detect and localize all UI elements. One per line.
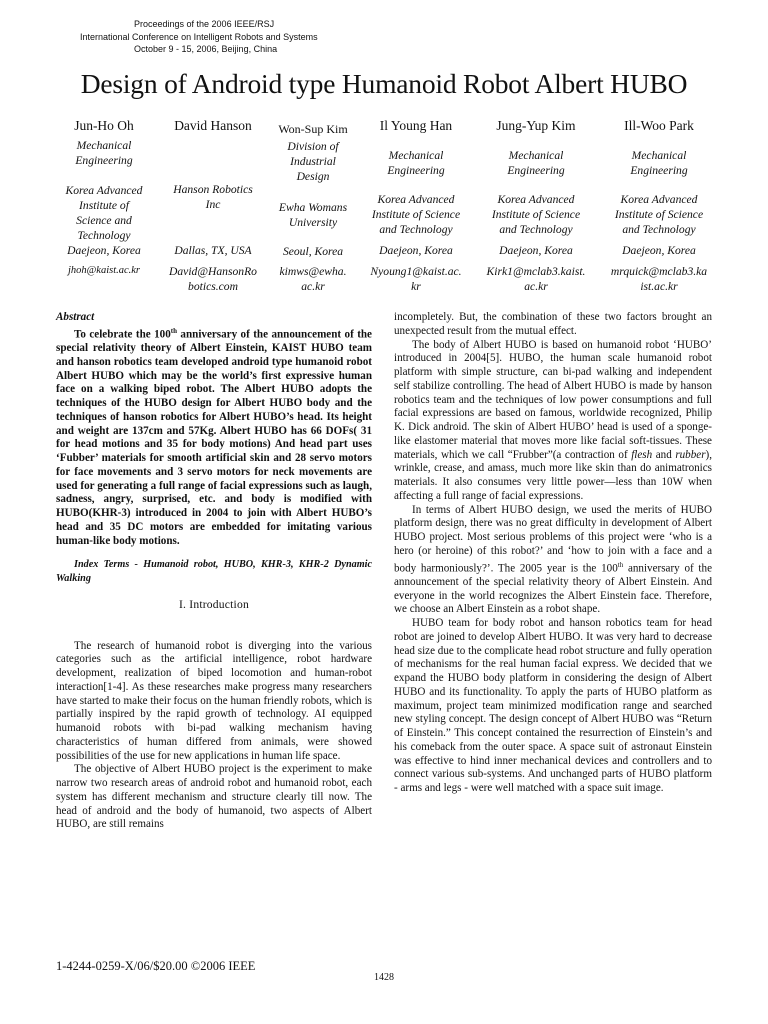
paragraph-text: In terms of Albert HUBO design, we used the merits of HUBO platform design, there was no great difficulty in development of Albert HUBO project. Most serious problems of this project were ‘who is a hero (or heroine) of this robot?’ and ‘how to join with a face and a body harmoniously?’. The 2005 year is the 100 bbox=[394, 503, 712, 575]
author-city: Daejeon, Korea bbox=[499, 244, 573, 257]
index-terms bbox=[56, 558, 372, 586]
abstract-heading bbox=[56, 311, 372, 325]
author-city: Daejeon, Korea bbox=[622, 244, 696, 257]
paragraph-emphasis: flesh bbox=[631, 448, 653, 461]
abstract-text: anniversary of the announcement of the special relativity theory of Albert Einstein, KAIST HUBO team and hanson robotics team developed android type humanoid robot Albert HUBO which may be the world’s first expressive human face on a walking biped robot. The Albert HUBO adopts the techniques of the HUBO design for Albert HUBO body and the techniques of hanson robotics for Albert HUBO’s head. Its height and weight are 137cm and 57Kg. Albert HUBO has 66 DOFs( 31 for head motions and 35 for body motions) And head part uses ‘Fubber’ materials for smooth artificial skin and 28 servo motors for face movements and 3 servo motors for neck movements are used for generating a full range of facial expressions such as laugh, sadness, angry, surprised, etc. and body is modified with HUBO(KHR-3) introduced in 2004 to join with Albert HUBO’s head and 35 DC motors are embedded for imitating various human-like body motions. bbox=[56, 328, 372, 547]
abstract-text: To celebrate the 100 bbox=[74, 328, 171, 341]
author-email: kr bbox=[411, 280, 421, 293]
paragraph-text: ), wrinkle, crease, and amass, much more like skin than do animatronics materials. It also consumes very little power—less than 10W when affecting a full range of facial expressions. bbox=[394, 448, 712, 502]
author-name: Won-Sup Kim bbox=[278, 122, 348, 136]
author-institution: Institute of Science bbox=[371, 208, 461, 221]
copyright-footer: 1-4244-0259-X/06/$20.00 ©2006 IEEE bbox=[56, 959, 256, 973]
author-city: Daejeon, Korea bbox=[379, 244, 453, 257]
author-dept: Division of bbox=[287, 140, 339, 153]
author-block bbox=[157, 118, 269, 298]
paragraph-text: anniversary of the announcement of the special relativity theory of Albert Einstein. And everyone in the world recognizes the Albert Einstein face. Therefore, we choose an Albert Einstein as a robot shape. bbox=[394, 562, 712, 616]
author-name: Jung-Yup Kim bbox=[496, 118, 576, 133]
abstract-heading-text: Abstract bbox=[56, 311, 95, 323]
paragraph-emphasis: rubber bbox=[675, 448, 706, 461]
author-dept: Mechanical bbox=[508, 149, 564, 162]
paragraph: HUBO team for body robot and hanson robotics team for head robot are joined to develop Albert HUBO. It was very hard to decrease head size due to the complicate head robot structure and fully operation of mechanisms for the real human facial express. We decided that we expand the HUBO body platform in considering the design of Albert HUBO and its functionality. To apply the parts of HUBO platform as maximum, project team minimized modification range and searched new styling concept. The design concept of Albert HUBO was “Return of Einstein.” This concept contained the resurrection of Einstein’s and his comeback from the outer space. A space suit of astronaut Einstein was effective to hind inner mechanical devices and controllers and to connect various sub-systems. And unchanged parts of HUBO platform - arms and legs - were well matched with a space suit image. bbox=[394, 617, 712, 795]
author-email: kimws@ewha. bbox=[279, 265, 347, 278]
author-name: Jun-Ho Oh bbox=[74, 118, 134, 133]
paragraph-text: The body of Albert HUBO is based on humanoid robot ‘HUBO’ introduced in 2004[5]. HUBO, the human scale humanoid robot platform with simple structure, can bi-pad walking and independent self stabilize controlling. The head of Albert HUBO is made by hanson robotics team and the techniques of low power consumptions and full facial expressions are based on famous, worldwide recognized, Philip K. Dick android. The skin of Albert HUBO’ head is used of a sponge-like elastomer material that moves more like facial soft-tissues. These materials, which we call “Frubber”(a contraction of bbox=[394, 338, 712, 461]
author-dept: Mechanical bbox=[76, 139, 132, 152]
proceedings-line-3: October 9 - 15, 2006, Beijing, China bbox=[134, 44, 278, 54]
paper-title: Design of Android type Humanoid Robot Albert HUBO bbox=[80, 68, 688, 99]
proceedings-line-1: Proceedings of the 2006 IEEE/RSJ bbox=[134, 19, 275, 29]
author-email: Kirk1@mclab3.kaist. bbox=[486, 265, 586, 278]
author-block bbox=[360, 118, 472, 298]
author-email: Nyoung1@kaist.ac. bbox=[370, 265, 462, 278]
author-institution: Hanson Robotics bbox=[173, 183, 253, 196]
author-block bbox=[56, 118, 152, 288]
author-institution: Institute of Science bbox=[491, 208, 581, 221]
section-heading: I. Introduction bbox=[179, 597, 249, 611]
author-institution: University bbox=[288, 216, 338, 229]
author-dept: Engineering bbox=[387, 164, 445, 177]
author-dept: Engineering bbox=[75, 154, 133, 167]
right-column bbox=[394, 311, 712, 796]
author-institution: Science and bbox=[76, 214, 132, 227]
author-institution: and Technology bbox=[499, 223, 573, 236]
author-institution: Technology bbox=[77, 229, 131, 242]
author-institution: and Technology bbox=[622, 223, 696, 236]
paragraph: incompletely. But, the combination of these two factors brought an unexpected result from the mutual effect. bbox=[394, 311, 712, 337]
author-institution: Institute of bbox=[79, 199, 129, 212]
author-city: Dallas, TX, USA bbox=[174, 244, 252, 257]
author-dept: Design bbox=[296, 170, 330, 183]
paragraph-text: and bbox=[652, 448, 676, 461]
abstract-body bbox=[56, 325, 372, 549]
author-block bbox=[480, 118, 592, 298]
author-institution: Ewha Womans bbox=[278, 201, 348, 214]
proceedings-header bbox=[80, 18, 380, 56]
author-dept: Industrial bbox=[290, 155, 336, 168]
index-terms-text: Index Terms - Humanoid robot, HUBO, KHR-3, KHR-2 Dynamic Walking bbox=[56, 559, 372, 585]
paragraph bbox=[394, 504, 712, 618]
author-dept: Engineering bbox=[507, 164, 565, 177]
abstract-superscript: th bbox=[170, 326, 177, 335]
author-name: David Hanson bbox=[174, 118, 252, 133]
left-column bbox=[56, 311, 372, 832]
author-dept: Engineering bbox=[630, 164, 688, 177]
author-email: ac.kr bbox=[524, 280, 548, 293]
paragraph bbox=[394, 339, 712, 504]
author-email: jhoh@kaist.ac.kr bbox=[67, 265, 141, 276]
paragraph: The objective of Albert HUBO project is the experiment to make narrow two research areas of android robot and humanoid robot, each system has different mechanism and structure clearly till now. The head of android and the body of humanoid, two aspects of Albert HUBO, are still remains bbox=[56, 763, 372, 831]
author-email: mrquick@mclab3.ka bbox=[610, 265, 708, 278]
author-institution: and Technology bbox=[379, 223, 453, 236]
author-email: botics.com bbox=[188, 280, 238, 293]
author-dept: Mechanical bbox=[631, 149, 687, 162]
author-dept: Mechanical bbox=[388, 149, 444, 162]
author-city: Daejeon, Korea bbox=[67, 244, 141, 257]
author-institution: Korea Advanced bbox=[65, 184, 143, 197]
author-institution: Institute of Science bbox=[614, 208, 704, 221]
paragraph: The research of humanoid robot is diverging into the various categories such as the artificial intelligence, robot hardware development, realization of biped locomotion and human-robot interaction[1-4]. As these researches make progress many researchers have started to make their focus on the human friendly robots, which is partially inspired by the rapid growth of technology. AI equipped humanoid robots with bi-pad walking mechanism having characteristics of human differed from animals, were showed possibilities of the use for new applications in human life space. bbox=[56, 639, 372, 762]
author-city: Seoul, Korea bbox=[282, 245, 344, 258]
author-institution: Korea Advanced bbox=[620, 193, 698, 206]
proceedings-line-2: International Conference on Intelligent Robots and Systems bbox=[80, 31, 318, 42]
author-institution: Inc bbox=[205, 198, 221, 211]
author-name: Ill-Woo Park bbox=[624, 118, 694, 133]
author-institution: Korea Advanced bbox=[497, 193, 575, 206]
paragraph-superscript: th bbox=[617, 560, 624, 569]
page-number: 1428 bbox=[374, 972, 394, 983]
author-email: ist.ac.kr bbox=[640, 280, 678, 293]
author-name: Il Young Han bbox=[379, 118, 453, 133]
author-block bbox=[602, 118, 716, 298]
author-email: David@HansonRo bbox=[169, 265, 257, 278]
author-block bbox=[270, 118, 356, 298]
author-institution: Korea Advanced bbox=[377, 193, 455, 206]
author-email: ac.kr bbox=[301, 280, 325, 293]
